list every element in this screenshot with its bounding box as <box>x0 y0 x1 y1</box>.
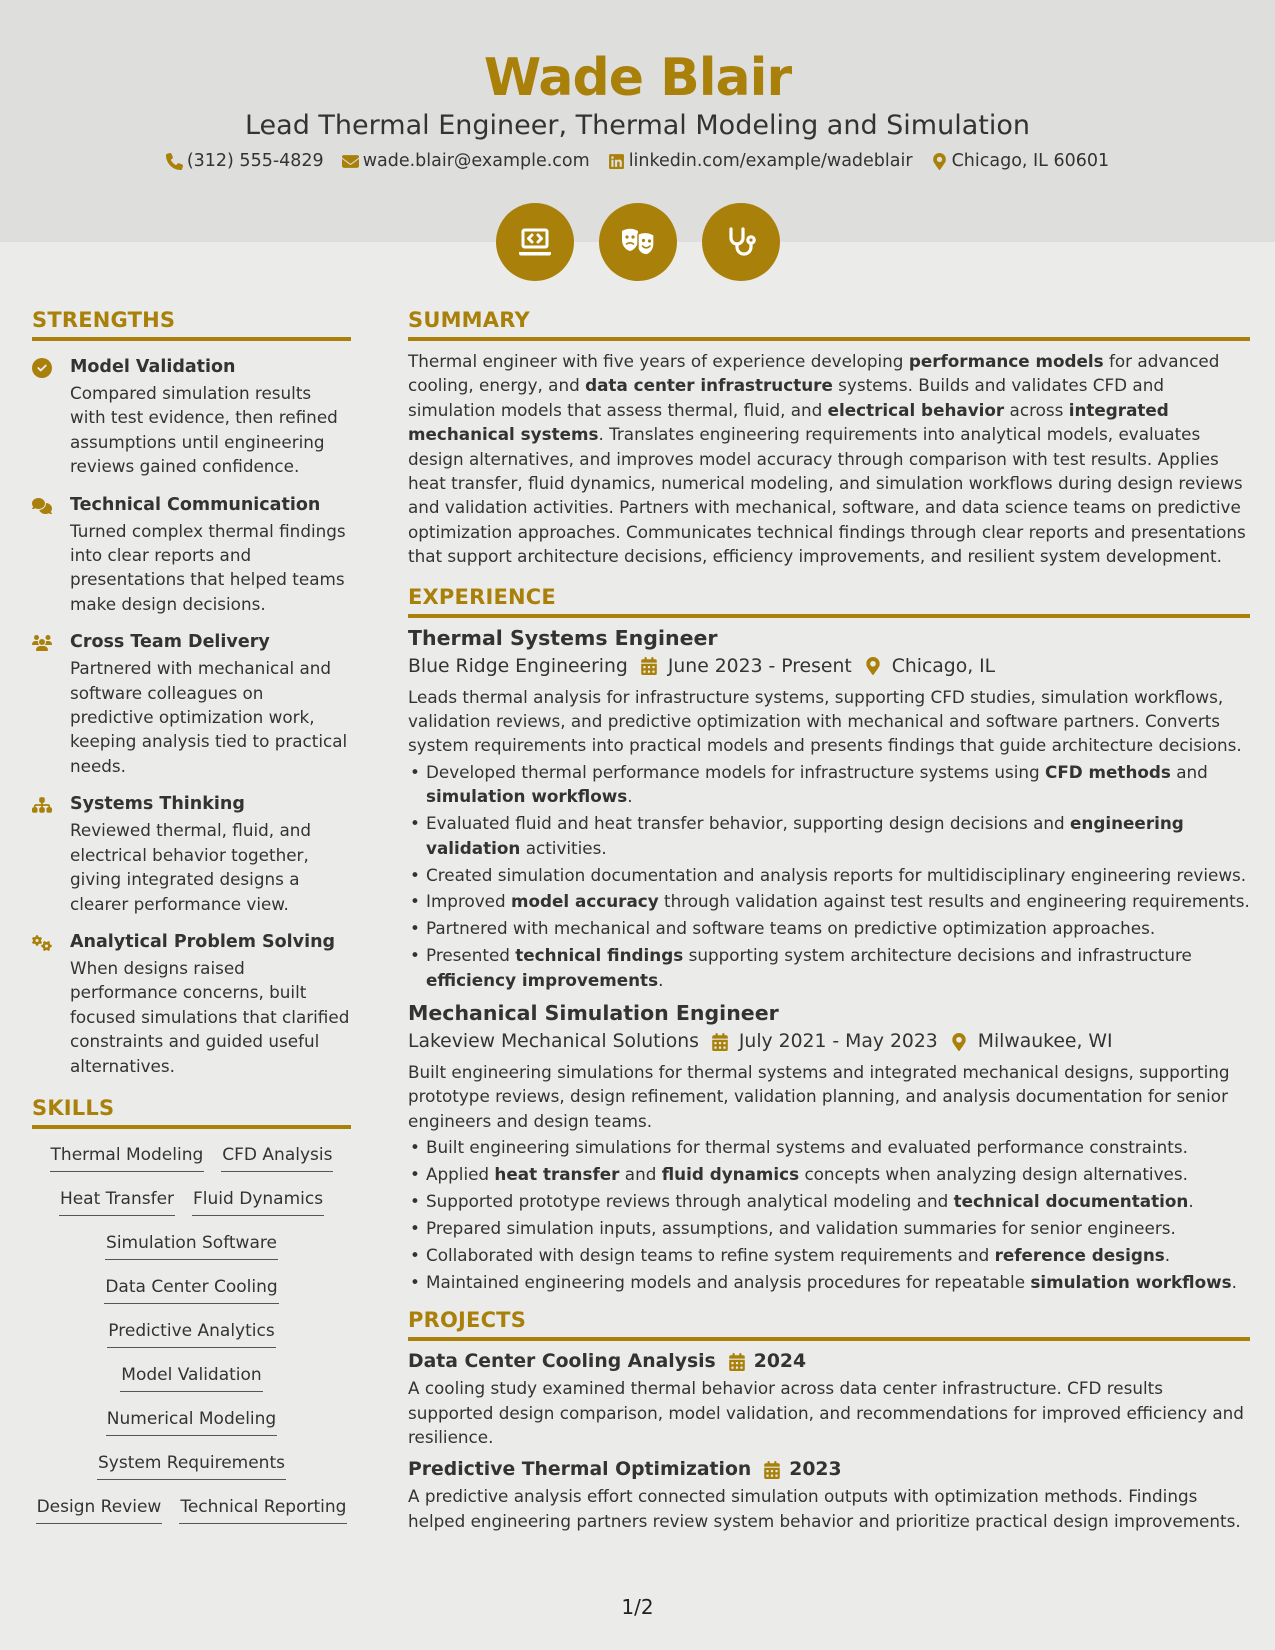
job-title: Thermal Systems Engineer <box>408 625 718 650</box>
project-entry <box>408 1459 1250 1533</box>
body-text: . <box>627 786 633 807</box>
body-text: Prepared simulation inputs, assumptions, and validation summaries for senior engineers. <box>426 1217 1176 1238</box>
strength-text: Reviewed thermal, fluid, and electrical behavior together, giving integrated designs a clearer performance view. <box>70 820 312 914</box>
body-text: Created simulation documentation and analysis reports for multidisciplinary engineering reviews. <box>426 864 1247 885</box>
envelope-icon <box>342 153 359 170</box>
bullet-item <box>408 916 1250 940</box>
strength-title: Technical Communication <box>70 494 321 515</box>
job-meta <box>408 656 1250 677</box>
body-text: Maintained engineering models and analysis procedures for repeatable <box>426 1271 1031 1292</box>
project-title: Data Center Cooling Analysis <box>408 1351 716 1373</box>
body-text: concepts when analyzing design alternatives. <box>799 1164 1188 1185</box>
emphasis-text: engineering validation <box>426 813 1184 858</box>
body-text: . <box>1164 1244 1171 1265</box>
skill-tag: Model Validation <box>120 1361 262 1392</box>
contact-location <box>931 151 1110 171</box>
strength-text: Compared simulation results with test evidence, then refined assumptions until engineering reviews gained confidence. <box>70 383 338 477</box>
stethoscope-icon <box>702 203 780 281</box>
calendar-icon <box>640 657 658 675</box>
skill-tag: Predictive Analytics <box>107 1317 275 1348</box>
projects-heading: PROJECTS <box>408 1308 1250 1341</box>
summary-text <box>408 349 1250 569</box>
strength-item <box>32 493 351 617</box>
bullet-item <box>408 1216 1250 1240</box>
emphasis-text: simulation workflows <box>1030 1271 1232 1292</box>
users-icon <box>32 633 52 653</box>
body-text: Applied <box>426 1164 495 1185</box>
skill-tag: Design Review <box>36 1493 163 1524</box>
job-location: Chicago, IL <box>891 655 996 677</box>
skill-tag: Numerical Modeling <box>106 1405 277 1436</box>
body-text: . Translates engineering requirements into analytical models, evaluates design alternatives, and improves model accuracy through comparison with test results. Applies heat transfer, fluid dynamics, numerical modeling, and simulation workflows during design reviews and validation activities. Partners with mechanical, software, and data science teams on predictive optimization approaches. Communicates technical findings through clear reports and presentations that support architecture decisions, efficiency improvements, and resilient system development. <box>408 424 1246 567</box>
interest-badges <box>0 203 1275 281</box>
body-text: Evaluated fluid and heat transfer behavior, supporting design decisions and <box>426 813 1071 834</box>
project-title-row <box>408 1351 1250 1372</box>
skill-tag: Technical Reporting <box>179 1493 347 1524</box>
project-entry <box>408 1351 1250 1449</box>
linkedin-text: linkedin.com/example/wadeblair <box>628 151 913 171</box>
check-circle-icon <box>32 358 52 378</box>
body-text: Built engineering simulations for thermal systems and evaluated performance constraints. <box>426 1137 1188 1158</box>
page-number: 1/2 <box>621 1595 654 1619</box>
strength-item <box>32 630 351 778</box>
email-text: wade.blair@example.com <box>362 151 590 171</box>
job-description: Leads thermal analysis for infrastructure systems, supporting CFD studies, simulation workflows, validation reviews, and predictive optimization with mechanical and software partners. Converts system requirements into practical models and presents findings that guide architecture decisions. <box>408 686 1242 756</box>
emphasis-text: efficiency improvements <box>426 969 659 990</box>
job-description: Built engineering simulations for thermal systems and integrated mechanical designs, supporting prototype reviews, design refinement, validation planning, and analysis documentation for senior engineers and design teams. <box>408 1062 1230 1131</box>
job-dates: July 2021 - May 2023 <box>738 1031 938 1053</box>
body-text: . <box>1188 1191 1194 1212</box>
job-location: Milwaukee, WI <box>977 1031 1113 1053</box>
emphasis-text: technical documentation <box>953 1191 1189 1212</box>
skill-tag: Simulation Software <box>105 1229 278 1260</box>
strength-item <box>32 792 351 916</box>
strength-text: When designs raised performance concerns, built focused simulations that clarified constraints and guided useful alternatives. <box>70 957 350 1076</box>
laptop-code-icon <box>496 203 574 281</box>
emphasis-text: heat transfer <box>494 1164 620 1185</box>
emphasis-text: integrated mechanical systems <box>408 399 1169 445</box>
body-text: and <box>1170 761 1208 782</box>
body-text: . <box>1231 1271 1237 1292</box>
contact-bar <box>0 151 1275 171</box>
body-text: through validation against test results and engineering requirements. <box>658 891 1250 912</box>
bullet-item <box>408 811 1250 860</box>
skill-tag: Thermal Modeling <box>50 1141 205 1172</box>
bullet-item <box>408 863 1250 887</box>
job-bullets <box>408 1135 1250 1294</box>
contact-linkedin[interactable] <box>608 151 913 171</box>
body-text: Thermal engineer with five years of experience developing <box>408 351 909 371</box>
job-meta <box>408 1031 1250 1052</box>
candidate-name: Wade Blair <box>483 48 792 108</box>
strength-item <box>32 355 351 479</box>
job-entry <box>408 626 1250 992</box>
experience-heading: EXPERIENCE <box>408 585 1250 618</box>
project-year: 2024 <box>753 1351 807 1373</box>
emphasis-text: reference designs <box>994 1244 1165 1265</box>
strength-title: Model Validation <box>70 357 236 377</box>
contact-phone[interactable] <box>166 151 324 171</box>
bullet-item <box>408 760 1250 809</box>
job-bullets <box>408 760 1250 992</box>
map-pin-icon <box>931 153 948 170</box>
strength-text: Turned complex thermal findings into clear reports and presentations that helped teams make design decisions. <box>70 520 346 614</box>
emphasis-text: technical findings <box>515 945 684 966</box>
body-text: and <box>619 1164 662 1185</box>
summary-heading: SUMMARY <box>408 308 1250 341</box>
strength-title: Systems Thinking <box>70 794 245 815</box>
emphasis-text: performance models <box>908 351 1104 371</box>
bullet-item <box>408 1270 1250 1294</box>
body-text: Partnered with mechanical and software teams on predictive optimization approaches. <box>426 918 1156 939</box>
strength-title: Cross Team Delivery <box>70 632 270 653</box>
project-title: Predictive Thermal Optimization <box>408 1459 752 1481</box>
project-text: A predictive analysis effort connected simulation outputs with optimization methods. Findings helped engineering partners review system behavior and prioritize practical design improvements. <box>408 1486 1241 1531</box>
right-column <box>408 308 1250 1533</box>
project-text: A cooling study examined thermal behavior across data center infrastructure. CFD results supported design comparison, model validation, and recommendations for improved efficiency and resilience. <box>408 1378 1244 1447</box>
job-dates: June 2023 - Present <box>667 655 852 677</box>
project-title-row <box>408 1459 1250 1480</box>
masks-theater-icon <box>599 203 677 281</box>
bullet-item <box>408 1189 1250 1213</box>
cogs-icon <box>32 933 52 953</box>
bullet-item <box>408 889 1250 913</box>
body-text: activities. <box>520 837 607 858</box>
skill-tag: Heat Transfer <box>59 1185 175 1216</box>
job-company: Lakeview Mechanical Solutions <box>408 1031 699 1053</box>
strength-item <box>32 930 351 1078</box>
location-text: Chicago, IL 60601 <box>951 151 1110 171</box>
body-text: across <box>1004 399 1069 420</box>
calendar-icon <box>763 1461 781 1479</box>
sitemap-icon <box>32 795 52 815</box>
body-text: Supported prototype reviews through analytical modeling and <box>426 1191 954 1212</box>
phone-text: (312) 555-4829 <box>186 151 324 171</box>
contact-email[interactable] <box>342 151 590 171</box>
emphasis-text: simulation workflows <box>426 786 628 807</box>
emphasis-text: electrical behavior <box>827 399 1005 420</box>
skills-heading: SKILLS <box>32 1096 351 1129</box>
strength-text: Partnered with mechanical and software colleagues on predictive optimization work, keeping analysis tied to practical needs. <box>70 658 348 776</box>
map-pin-icon <box>864 657 882 675</box>
body-text: for advanced cooling, energy, and <box>408 351 1220 396</box>
body-text: . <box>658 969 664 990</box>
skill-tag: CFD Analysis <box>221 1141 333 1172</box>
bullet-item <box>408 1243 1250 1267</box>
skill-tag: Data Center Cooling <box>104 1273 278 1304</box>
emphasis-text: CFD methods <box>1045 761 1171 782</box>
body-text: Improved <box>426 891 511 912</box>
job-company: Blue Ridge Engineering <box>408 655 628 677</box>
body-text: Collaborated with design teams to refine system requirements and <box>426 1244 995 1265</box>
body-text: Developed thermal performance models for infrastructure systems using <box>426 761 1045 782</box>
strengths-heading: STRENGTHS <box>32 308 351 341</box>
linkedin-icon <box>608 153 625 170</box>
body-text: systems. Builds and validates CFD and simulation models that assess thermal, fluid, and <box>408 375 1165 420</box>
emphasis-text: model accuracy <box>511 891 659 912</box>
body-text: Presented <box>426 945 516 966</box>
bullet-item <box>408 1135 1250 1159</box>
strength-title: Analytical Problem Solving <box>70 931 336 952</box>
calendar-icon <box>711 1033 729 1051</box>
candidate-title: Lead Thermal Engineer, Thermal Modeling and Simulation <box>244 110 1030 141</box>
emphasis-text: fluid dynamics <box>661 1164 800 1185</box>
skills-list <box>32 1141 351 1524</box>
phone-icon <box>166 153 183 170</box>
body-text: supporting system architecture decisions and infrastructure <box>683 945 1192 966</box>
job-entry <box>408 1001 1250 1294</box>
bullet-item <box>408 1162 1250 1186</box>
map-pin-icon <box>950 1033 968 1051</box>
calendar-icon <box>728 1353 746 1371</box>
skill-tag: Fluid Dynamics <box>192 1185 324 1216</box>
project-year: 2023 <box>789 1459 842 1481</box>
emphasis-text: data center infrastructure <box>585 375 833 396</box>
skill-tag: System Requirements <box>97 1449 286 1480</box>
bullet-item <box>408 943 1250 992</box>
comments-icon <box>32 496 52 516</box>
job-title: Mechanical Simulation Engineer <box>408 1001 779 1026</box>
left-column <box>32 308 351 1524</box>
